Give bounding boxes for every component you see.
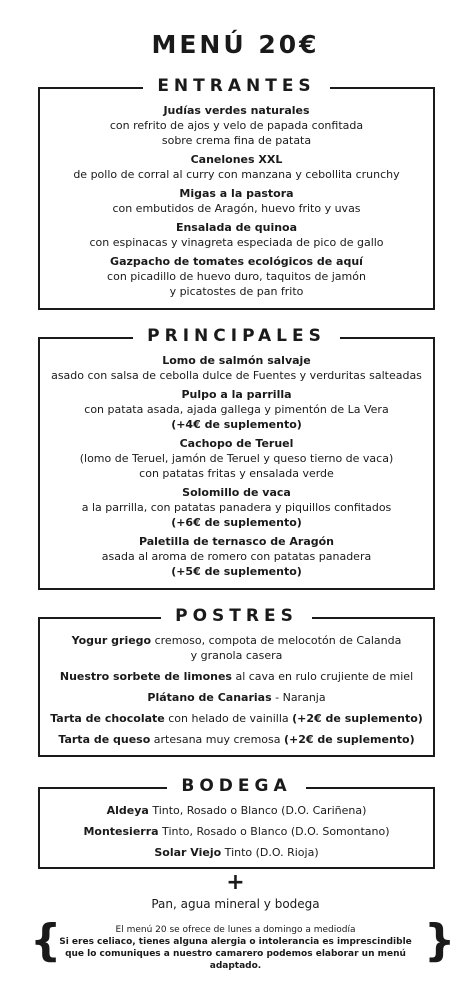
dish-item [40,186,433,216]
supplement-label: (+6€ de suplemento) [171,516,302,529]
supplement-label: (+4€ de suplemento) [171,418,302,431]
dish-item [40,534,433,579]
note-line-2: Si eres celiaco, tienes alguna alergia o intolerancia es imprescindible [59,937,412,947]
dish-description: (lomo de Teruel, jamón de Teruel y queso tierno de vaca) con patatas fritas y ensalada verde [79,452,394,480]
dessert-name: Yogur griego [71,634,152,647]
dish-item [40,485,433,530]
dish-description: asada al aroma de romero con patatas panadera [101,550,372,563]
note-line-3: que lo comuniques a nuestro camarero podemos elaborar un menú adaptado. [65,949,406,971]
dish-description: asado con salsa de cebolla dulce de Fuentes y verduritas salteadas [51,369,422,382]
wine-name: Solar Viejo [154,846,222,859]
dish-item [40,387,433,432]
entrantes-section [38,76,435,310]
note-line-1: El menú 20 se ofrece de lunes a domingo a mediodía [115,925,356,935]
dish-description: con patata asada, ajada gallega y pimentón de La Vera [84,403,389,416]
dessert-description: - Naranja [271,691,326,704]
dish-name: Ensalada de quinoa [175,221,298,234]
wine-description: Tinto, Rosado o Blanco (D.O. Somontano) [158,825,390,838]
wine-item [40,803,433,818]
dessert-item [40,690,433,705]
dessert-item [40,669,433,684]
entrantes-heading: ENTRANTES [143,76,329,96]
dish-item [40,353,433,383]
dish-description: a la parrilla, con patatas panadera y piquillos confitados [81,501,392,514]
bodega-heading: BODEGA [167,776,305,796]
dish-item [40,103,433,148]
dish-item [40,152,433,182]
bodega-section [38,776,435,869]
principales-section [38,326,435,590]
dessert-description: al cava en rulo crujiente de miel [231,670,414,683]
dish-name: Canelones XXL [190,153,283,166]
dish-name: Judías verdes naturales [163,104,310,117]
dish-name: Cachopo de Teruel [179,437,294,450]
wine-name: Aldeya [106,804,149,817]
dessert-name: Tarta de chocolate [50,712,165,725]
dish-description: con espinacas y vinagreta especiada de pico de gallo [89,236,384,249]
dish-description: de pollo de corral al curry con manzana y cebollita crunchy [73,168,400,181]
menu-title: MENÚ 20€ [151,30,320,59]
dessert-description: con helado de vainilla [164,712,293,725]
supplement-label: (+2€ de suplemento) [284,733,415,746]
left-brace: { [30,915,62,966]
wine-description: Tinto, Rosado o Blanco (D.O. Cariñena) [148,804,367,817]
dessert-item [40,732,433,747]
dessert-item [40,633,433,663]
wine-item [40,824,433,839]
dish-item [40,254,433,299]
dish-name: Gazpacho de tomates ecológicos de aquí [110,255,363,268]
dish-name: Migas a la pastora [179,187,294,200]
dessert-name: Plátano de Canarias [147,691,272,704]
extras-line: Pan, agua mineral y bodega [151,897,320,911]
plus-sign: + [226,870,245,895]
wine-item [40,845,433,860]
supplement-label: (+2€ de suplemento) [292,712,423,725]
dish-item [40,220,433,250]
dish-item [40,436,433,481]
wine-description: Tinto (D.O. Rioja) [221,846,319,859]
dish-name: Solomillo de vaca [182,486,291,499]
dish-name: Pulpo a la parrilla [181,388,292,401]
footer-note [40,924,431,972]
dish-description: con picadillo de huevo duro, taquitos de jamón y picatostes de pan frito [107,270,366,298]
principales-heading: PRINCIPALES [133,326,340,346]
postres-heading: POSTRES [161,606,312,626]
supplement-label: (+5€ de suplemento) [171,565,302,578]
dish-name: Paletilla de ternasco de Aragón [138,535,335,548]
wine-name: Montesierra [83,825,159,838]
right-brace: } [424,915,456,966]
postres-section [38,606,435,757]
dessert-name: Tarta de queso [58,733,151,746]
dish-name: Lomo de salmón salvaje [162,354,311,367]
dessert-item [40,711,433,726]
dessert-description: artesana muy cremosa [150,733,284,746]
dessert-description: cremoso, compota de melocotón de Calanda y granola casera [154,634,402,662]
dessert-name: Nuestro sorbete de limones [59,670,232,683]
dish-description: con refrito de ajos y velo de papada confitada sobre crema fina de patata [109,119,364,147]
dish-description: con embutidos de Aragón, huevo frito y uvas [112,202,361,215]
